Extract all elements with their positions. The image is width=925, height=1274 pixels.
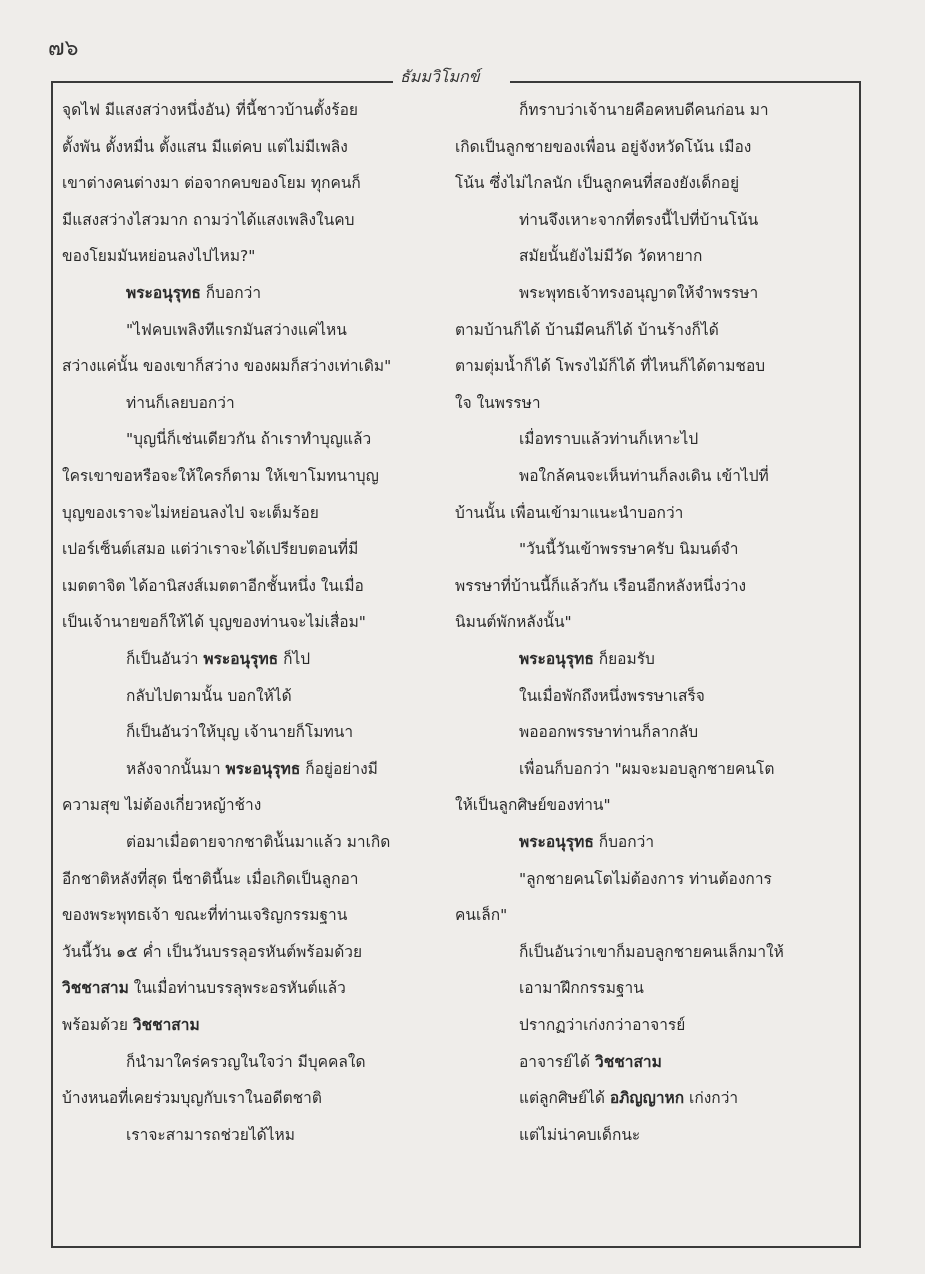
text-line xyxy=(62,531,358,567)
text-line xyxy=(62,970,346,1006)
text-line xyxy=(62,787,261,823)
text-line xyxy=(519,641,655,677)
text-segment: จุดไฟ มีแสงสว่างหนึ่งอัน) ที่นี้ชาวบ้านตั้งร้อย xyxy=(62,101,359,119)
text-line xyxy=(519,824,654,860)
text-segment: ก็เป็นอันว่า xyxy=(126,650,204,668)
text-line xyxy=(126,421,371,457)
text-segment: พร้อมด้วย xyxy=(62,1016,133,1034)
text-line xyxy=(455,897,507,933)
text-line xyxy=(62,129,348,165)
text-segment: พระพุทธเจ้าทรงอนุญาตให้จำพรรษา xyxy=(519,284,759,302)
text-line xyxy=(519,92,769,128)
text-segment: พรรษาที่บ้านนี้ก็แล้วกัน เรือนอีกหลังหนึ่งว่าง xyxy=(455,576,747,595)
text-line xyxy=(519,970,644,1006)
text-line xyxy=(62,348,391,384)
text-segment: ท่านจึงเหาะจากที่ตรงนี้ไปที่บ้านโน้น xyxy=(519,210,759,229)
text-segment: ในเมื่อพักถึงหนึ่งพรรษาเสร็จ xyxy=(519,686,705,705)
text-line xyxy=(62,202,354,238)
text-segment: สมัยนั้นยังไม่มีวัด วัดหายาก xyxy=(519,247,703,266)
text-line xyxy=(126,312,347,348)
text-line xyxy=(519,861,772,897)
text-segment: พอใกล้คนจะเห็นท่านก็ลงเดิน เข้าไปที่ xyxy=(519,467,769,485)
text-line xyxy=(519,202,758,238)
text-segment: ของพระพุทธเจ้า ขณะที่ท่านเจริญกรรมฐาน xyxy=(62,906,348,925)
text-line xyxy=(126,678,292,714)
text-segment: ต่อมาเมื่อตายจากชาติน้ันมาแล้ว มาเกิด xyxy=(126,833,391,851)
text-segment: ความสุข ไม่ต้องเกี่ยวหญ้าช้าง xyxy=(62,796,262,815)
text-line xyxy=(519,714,698,750)
text-segment: เกิดเป็นลูกชายของเพื่อน อยู่จังหวัดโน้น เมือง xyxy=(455,137,752,156)
text-line xyxy=(126,275,261,311)
text-segment: ในเมื่อท่านบรรลุพระอรหันต์แล้ว xyxy=(128,979,346,998)
text-segment: บ้างหนอที่เคยร่วมบุญกับเราในอดีตชาติ xyxy=(62,1089,322,1108)
running-header: ธัมมวิโมกข์ xyxy=(400,67,480,86)
text-segment: เมตตาจิต ได้อานิสงส์เมตตาอีกชั้นหนึ่ง ในเมื่อ xyxy=(62,576,364,595)
text-line xyxy=(62,861,358,897)
text-line xyxy=(455,495,683,531)
text-line xyxy=(126,714,353,750)
text-line xyxy=(126,1117,295,1153)
text-segment: แต่ลูกศิษย์ได้ xyxy=(519,1089,610,1108)
text-segment: เก่งกว่า xyxy=(684,1089,739,1108)
text-segment: ของโยมมันหย่อนลงไปไหม?" xyxy=(62,247,256,266)
text-line xyxy=(62,92,358,128)
text-segment: เปอร์เซ็นต์เสมอ แต่ว่าเราจะได้เปรียบตอนที่มี xyxy=(62,540,359,559)
bold-name: พระอนุรุทธ xyxy=(225,759,301,778)
text-segment: หลังจากนั้นมา xyxy=(126,759,226,778)
text-segment: "บุญนี่ก็เช่นเดียวกัน ถ้าเราทำบุญแล้ว xyxy=(126,430,372,449)
text-segment: ก็เป็นอันว่าให้บุญ เจ้านายก็โมทนา xyxy=(126,723,354,742)
text-line xyxy=(126,641,310,677)
text-segment: คนเล็ก" xyxy=(455,906,508,925)
text-line xyxy=(455,312,719,348)
text-line xyxy=(126,385,235,421)
text-line xyxy=(62,934,362,970)
text-segment: ให้เป็นลูกศิษย์ของท่าน" xyxy=(455,796,611,815)
text-segment: ก็อยู่อย่างมี xyxy=(300,759,378,778)
text-segment: ก็นำมาใคร่ครวญในใจว่า มีบุคคลใด xyxy=(126,1052,366,1071)
text-line xyxy=(519,275,758,311)
text-segment: แต่ไม่น่าคบเด็กนะ xyxy=(519,1125,641,1144)
text-segment: ก็ทราบว่าเจ้านายคือคหบดีคนก่อน มา xyxy=(519,101,769,119)
text-line xyxy=(126,751,378,787)
text-segment: ปรากฏว่าเก่งกว่าอาจารย์ xyxy=(519,1016,686,1034)
text-segment: ก็ยอมรับ xyxy=(593,650,655,668)
text-segment: "ลูกชายคนโตไม่ต้องการ ท่านต้องการ xyxy=(519,869,772,888)
text-line xyxy=(455,385,541,421)
bold-name: วิชชาสาม xyxy=(62,979,129,998)
text-segment: ท่านก็เลยบอกว่า xyxy=(126,393,235,412)
text-line xyxy=(519,238,702,274)
bold-name: พระอนุรุทธ xyxy=(519,833,594,851)
text-segment: ตั้งพัน ตั้งหมื่น ตั้งแสน มีแต่คบ แต่ไม่มีเพลิง xyxy=(62,137,348,156)
text-line xyxy=(62,238,255,274)
text-segment: เป็นเจ้านายขอก็ให้ได้ บุญของท่านจะไม่เสื่อม" xyxy=(62,613,366,632)
text-line xyxy=(519,751,774,787)
text-line xyxy=(126,824,390,860)
text-segment: เพื่อนก็บอกว่า "ผมจะมอบลูกชายคนโต xyxy=(519,759,775,778)
text-line xyxy=(126,1044,366,1080)
text-segment: เมื่อทราบแล้วท่านก็เหาะไป xyxy=(519,430,699,449)
bold-name: พระอนุรุทธ xyxy=(203,650,279,668)
bold-name: วิชชาสาม xyxy=(595,1052,662,1071)
bold-name: พระอนุรุทธ xyxy=(126,284,201,302)
text-line xyxy=(62,458,379,494)
text-segment: เราจะสามารถช่วยได้ไหม xyxy=(126,1125,295,1144)
page-number: ๗๖ xyxy=(48,36,79,61)
text-segment: ก็ไป xyxy=(278,650,311,668)
text-segment: บ้านนั้น เพื่อนเข้ามาแนะนำบอกว่า xyxy=(455,503,684,522)
text-segment: ใจ ในพรรษา xyxy=(455,393,541,412)
text-segment: เขาต่างคนต่างมา ต่อจากคบของโยม ทุกคนก็ xyxy=(62,174,361,193)
text-segment: ก็บอกว่า xyxy=(593,833,655,851)
text-line xyxy=(455,604,572,640)
text-line xyxy=(62,604,366,640)
bold-name: พระอนุรุทธ xyxy=(519,650,594,668)
text-segment: พอออกพรรษาท่านก็ลากลับ xyxy=(519,723,699,742)
text-line xyxy=(62,1080,322,1116)
text-line xyxy=(62,165,361,201)
text-segment: บุญของเราจะไม่หย่อนลงไป จะเต็มร้อย xyxy=(62,503,319,522)
text-segment: เอามาฝึกกรรมฐาน xyxy=(519,979,644,998)
text-segment: "วันนี้วันเข้าพรรษาครับ นิมนต์จำ xyxy=(519,540,739,559)
text-segment: ก็บอกว่า xyxy=(200,284,262,302)
text-segment: สว่างแค่นั้น ของเขาก็สว่าง ของผมก็สว่างเท่าเดิม" xyxy=(62,357,392,376)
text-line xyxy=(519,458,769,494)
text-segment: ก็เป็นอันว่าเขาก็มอบลูกชายคนเล็กมาให้ xyxy=(519,942,784,961)
text-line xyxy=(455,348,765,384)
text-line xyxy=(62,495,319,531)
bold-name: อภิญญาหก xyxy=(609,1089,685,1108)
bold-name: วิชชาสาม xyxy=(132,1016,200,1034)
text-line xyxy=(455,787,611,823)
text-line xyxy=(519,1044,662,1080)
text-segment: กลับไปตามนั้น บอกให้ได้ xyxy=(126,686,292,705)
text-line xyxy=(455,568,746,604)
text-segment: "ไฟคบเพลิงทีแรกมันสว่างแค่ไหน xyxy=(126,320,347,339)
text-segment: อาจารย์ได้ xyxy=(519,1052,595,1071)
text-line xyxy=(62,1007,200,1043)
text-line xyxy=(519,1117,640,1153)
text-segment: ตามตุ่มน้ำก็ได้ โพรงไม้ก็ได้ ที่ไหนก็ได้ตามชอบ xyxy=(455,357,766,376)
text-segment: วันนี้วัน ๑๕ ค่ำ เป็นวันบรรลุอรหันต์พร้อมด้วย xyxy=(62,942,363,961)
text-segment: อีกชาติหลังที่สุด นี่ชาตินี้นะ เมื่อเกิดเป็นลูกอา xyxy=(62,869,359,888)
text-line xyxy=(455,129,751,165)
text-line xyxy=(519,421,698,457)
text-segment: ตามบ้านก็ได้ บ้านมีคนก็ได้ บ้านร้างก็ได้ xyxy=(455,320,719,339)
text-line xyxy=(519,1080,738,1116)
text-segment: นิมนต์พักหลังนั้น" xyxy=(455,613,572,632)
text-line xyxy=(519,678,705,714)
text-line xyxy=(519,531,738,567)
text-line xyxy=(519,934,784,970)
text-segment: โน้น ซึ่งไม่ไกลนัก เป็นลูกคนที่สองยังเด็กอยู่ xyxy=(455,174,740,193)
text-segment: ใครเขาขอหรือจะให้ใครก็ตาม ให้เขาโมทนาบุญ xyxy=(62,467,379,485)
text-line xyxy=(519,1007,685,1043)
text-line xyxy=(62,568,364,604)
text-segment: มีแสงสว่างไสวมาก ถามว่าได้แสงเพลิงในคบ xyxy=(62,210,355,229)
text-line xyxy=(62,897,347,933)
text-line xyxy=(455,165,739,201)
